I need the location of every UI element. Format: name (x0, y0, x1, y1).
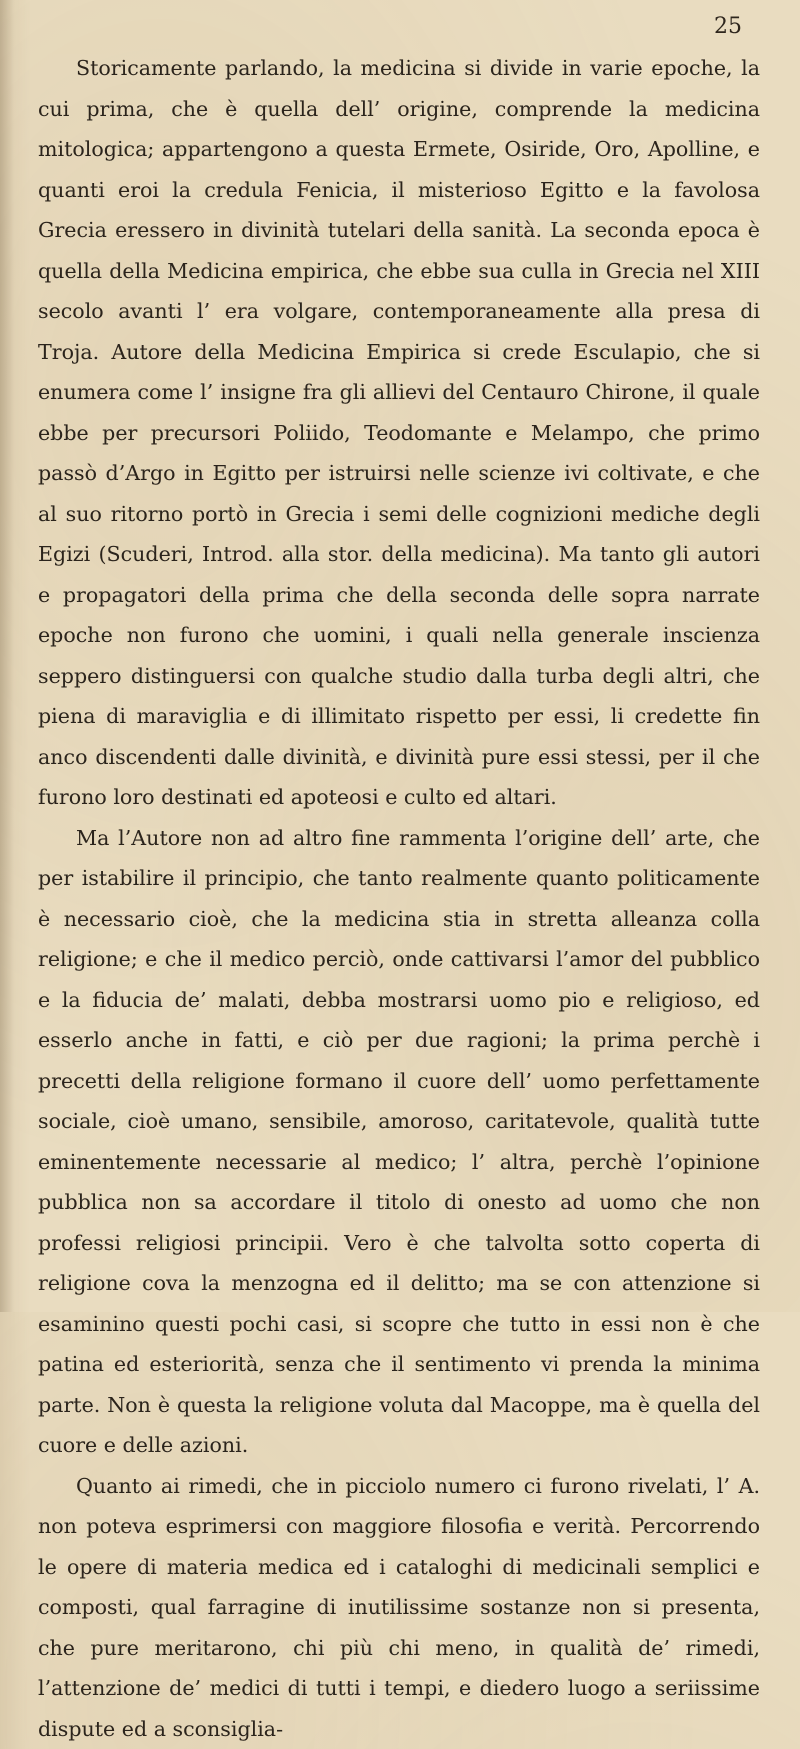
body-text (38, 48, 760, 1749)
paragraph-3: Quanto ai rimedi, che in picciolo numero ci furono rivelati, l’ A. non poteva esprimersi con maggiore filosofia e verità. Percorrendo le opere di materia medica ed i cataloghi di medicinali semplici e composti, qual farragine di inutilissime sostanze non si presenta, che pure meritarono, chi più chi meno, in qualità de’ rimedi, l’attenzione de’ medici di tutti i tempi, e diedero luogo a seriissime dispute ed a sconsiglia- (38, 1466, 760, 1749)
page-number: 25 (714, 14, 742, 39)
page-spine-shadow (0, 0, 14, 1312)
paragraph-1: Storicamente parlando, la medicina si divide in varie epoche, la cui prima, che è quella dell’ origine, comprende la medicina mitologica; appartengono a questa Ermete, Osiride, Oro, Apolline, e quanti eroi la credula Fenicia, il misterioso Egitto e la favolosa Grecia eressero in divinità tutelari della sanità. La seconda epoca è quella della Medicina empirica, che ebbe sua culla in Grecia nel XIII secolo avanti l’ era volgare, contemporaneamente alla presa di Troja. Autore della Medicina Empirica si crede Esculapio, che si enumera come l’ insigne fra gli allievi del Centauro Chirone, il quale ebbe per precursori Poliido, Teodomante e Melampo, che primo passò d’Argo in Egitto per istruirsi nelle scienze ivi coltivate, e che al suo ritorno portò in Grecia i semi delle cognizioni mediche degli Egizi (Scuderi, Introd. alla stor. della medicina). Ma tanto gli autori e propagatori della prima che della seconda delle sopra narrate epoche non furono che uomini, i quali nella generale inscienza seppero distinguersi con qualche studio dalla turba degli altri, che piena di maraviglia e di illimitato rispetto per essi, li credette fin anco discendenti dalle divinità, e divinità pure essi stessi, per il che furono loro destinati ed apoteosi e culto ed altari. (38, 48, 760, 818)
paragraph-2: Ma l’Autore non ad altro fine rammenta l’origine dell’ arte, che per istabilire il principio, che tanto realmente quanto politicamente è necessario cioè, che la medicina stia in stretta alleanza colla religione; e che il medico perciò, onde cattivarsi l’amor del pubblico e la fiducia de’ malati, debba mostrarsi uomo pio e religioso, ed esserlo anche in fatti, e ciò per due ragioni; la prima perchè i precetti della religione formano il cuore dell’ uomo perfettamente sociale, cioè umano, sensibile, amoroso, caritatevole, qualità tutte eminentemente necessarie al medico; l’ altra, perchè l’opinione pubblica non sa accordare il titolo di onesto ad uomo che non professi religiosi principii. Vero è che talvolta sotto coperta di religione cova la menzogna ed il delitto; ma se con attenzione si esaminino questi pochi casi, si scopre che tutto in essi non è che patina ed esteriorità, senza che il sentimento vi prenda la minima parte. Non è questa la religione voluta dal Macoppe, ma è quella del cuore e delle azioni. (38, 818, 760, 1466)
